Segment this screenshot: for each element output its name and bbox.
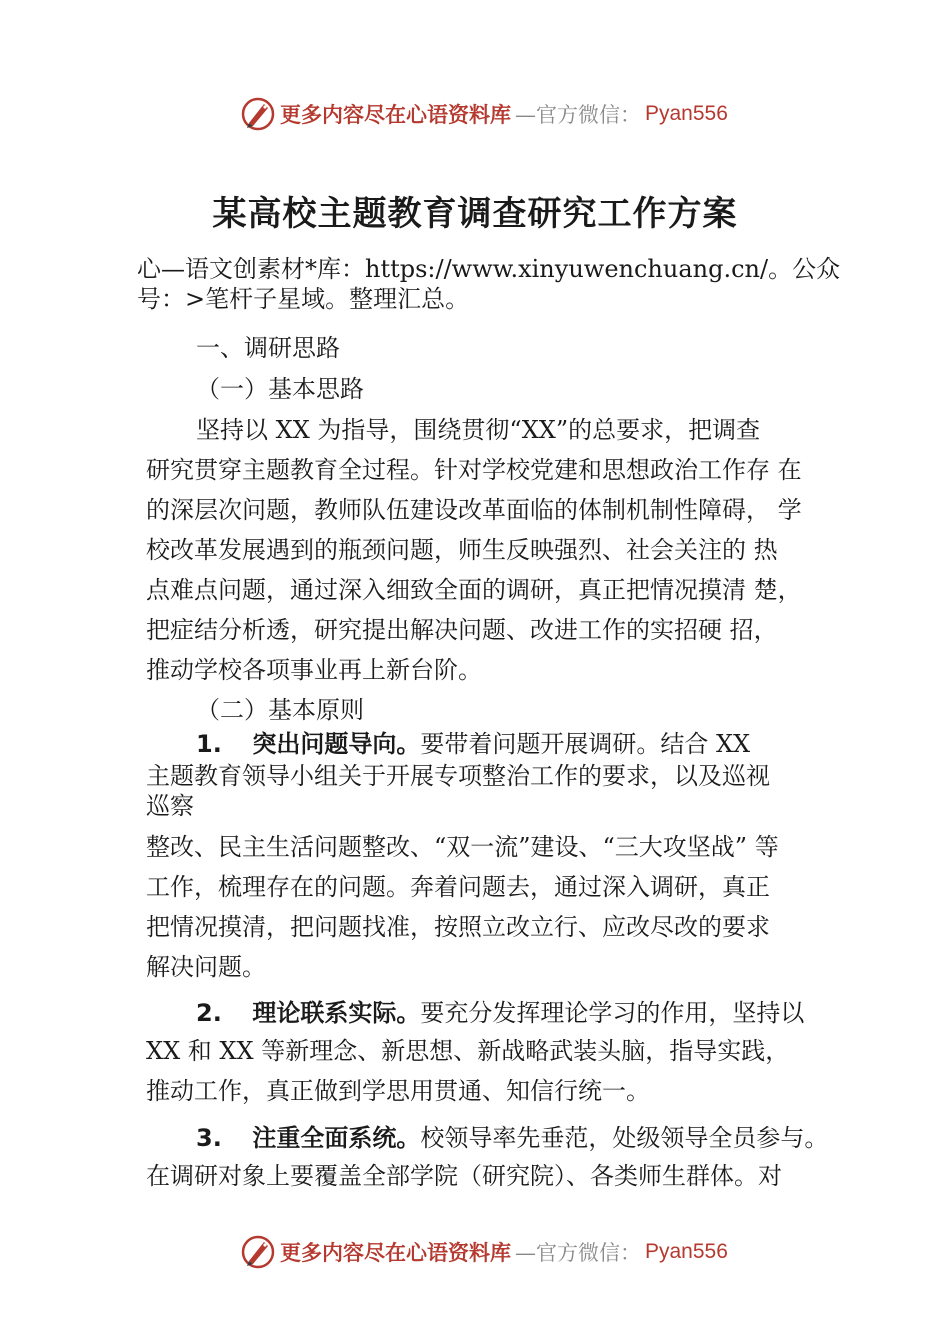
watermark-separator: —官方微信：: [515, 103, 641, 127]
paragraph-line: 解决问题。: [146, 953, 266, 981]
principle-number: 3.: [196, 1124, 222, 1152]
paragraph-line: 推动学校各项事业再上新台阶。: [146, 656, 482, 684]
principle-text: 要带着问题开展调研。结合 XX: [420, 730, 751, 758]
principle-number: 2.: [196, 999, 222, 1027]
paragraph-line: 校改革发展遇到的瓶颈问题，师生反映强烈、社会关注的 热: [146, 536, 778, 564]
principle-title: 突出问题导向。: [252, 730, 421, 758]
principle-1-first-line: [196, 729, 750, 759]
paragraph-line: 工作，梳理存在的问题。奔着问题去，通过深入调研，真正: [146, 873, 770, 901]
paragraph-line: 的深层次问题，教师队伍建设改革面临的体制机制性障碍， 学: [146, 496, 802, 524]
watermark-wechat-id: Pyan556: [645, 1240, 728, 1263]
principle-3-first-line: [196, 1123, 828, 1153]
watermark-separator: —官方微信：: [515, 1241, 641, 1265]
paragraph-line: 在调研对象上要覆盖全部学院（研究院）、各类师生群体。对: [146, 1162, 782, 1190]
paragraph-line: 巡察: [146, 792, 194, 820]
principle-text: 校领导率先垂范，处级领导全员参与。: [420, 1124, 829, 1152]
paragraph-line: 研究贯穿主题教育全过程。针对学校党建和思想政治工作存 在: [146, 456, 802, 484]
subsection-heading: （二）基本原则: [196, 696, 364, 724]
pen-logo-icon: [240, 96, 276, 132]
paragraph-line: 坚持以 XX 为指导，围绕贯彻“XX”的总要求，把调查: [196, 416, 761, 444]
principle-title: 注重全面系统。: [252, 1124, 421, 1152]
source-line: 号：>笔杆子星域。整理汇总。: [137, 285, 470, 313]
principle-text: 要充分发挥理论学习的作用，坚持以: [420, 999, 805, 1027]
watermark-main-text: 更多内容尽在心语资料库: [280, 1240, 511, 1265]
paragraph-line: 把症结分析透，研究提出解决问题、改进工作的实招硬 招，: [146, 616, 778, 644]
paragraph-line: XX 和 XX 等新理念、新思想、新战略武装头脑，指导实践，: [146, 1037, 790, 1065]
paragraph-line: 整改、民主生活问题整改、“双一流”建设、“三大攻坚战” 等: [146, 833, 779, 861]
document-title: 某高校主题教育调查研究工作方案: [212, 194, 738, 234]
header-watermark: [240, 96, 728, 132]
paragraph-line: 推动工作，真正做到学思用贯通、知信行统一。: [146, 1077, 650, 1105]
paragraph-line: 主题教育领导小组关于开展专项整治工作的要求，以及巡视: [146, 762, 770, 790]
pen-logo-icon: [240, 1234, 276, 1270]
watermark-main-text: 更多内容尽在心语资料库: [280, 102, 511, 127]
principle-2-first-line: [196, 998, 804, 1028]
principle-number: 1.: [196, 730, 222, 758]
subsection-heading: （一）基本思路: [196, 375, 364, 403]
paragraph-line: 点难点问题，通过深入细致全面的调研，真正把情况摸清 楚，: [146, 576, 802, 604]
section-heading: 一、调研思路: [196, 334, 340, 362]
footer-watermark: [240, 1234, 728, 1270]
watermark-wechat-id: Pyan556: [645, 102, 728, 125]
principle-title: 理论联系实际。: [252, 999, 421, 1027]
source-line: 心—语文创素材*库：https://www.xinyuwenchuang.cn/。公众: [137, 255, 841, 283]
paragraph-line: 把情况摸清，把问题找准，按照立改立行、应改尽改的要求: [146, 913, 770, 941]
